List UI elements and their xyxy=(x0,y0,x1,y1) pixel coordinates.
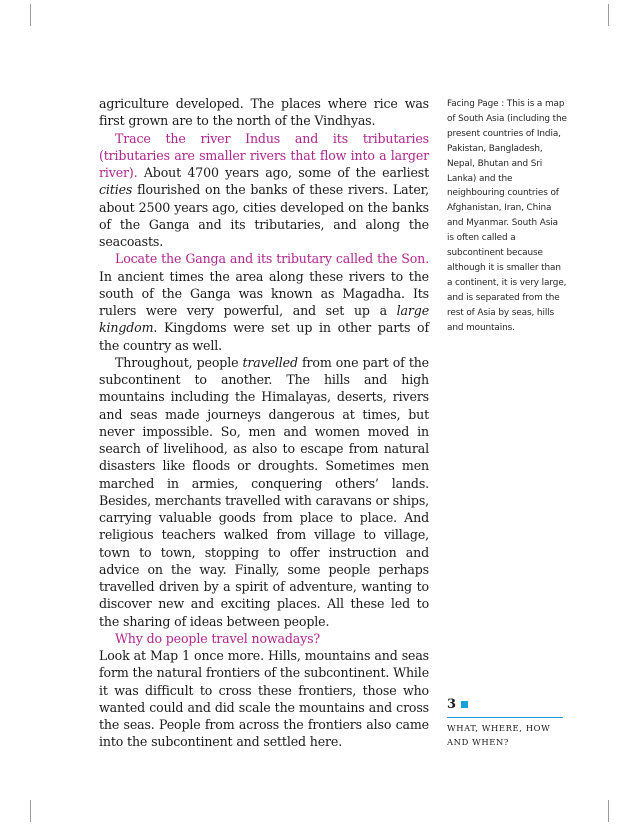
paragraph-travel-text-b: from one part of the subcontinent to another. The hills and high mountains including the Himalayas, deserts, rivers and seas made journeys dangerous at times, but never impossible. So, men and women moved in search of livelihood, as also to escape from natural disasters like floods or droughts. Sometimes men marched in armies, conquering others’ lands. Besides, merchants travelled with caravans or ships, carrying valuable goods from place to place. And religious teachers walked from village to village, town to town, stopping to offer instruction and advice on the way. Finally, some people perhaps travelled driven by a spirit of adventure, wanting to discover new and exciting places. All these led to the sharing of ideas between people. xyxy=(99,354,429,629)
paragraph-travel-text-a: Throughout, people xyxy=(115,354,243,370)
paragraph-travel xyxy=(99,354,429,630)
paragraph-indus-text-b: flourished on the banks of these rivers. Later, about 2500 years ago, cities developed on the banks of the Ganga and its tributaries, and along the seacoasts. xyxy=(99,182,429,249)
crop-mark-bottom-right xyxy=(608,800,609,822)
running-head-line2: AND WHEN? xyxy=(447,736,509,747)
paragraph-ganga-text-a: In ancient times the area along these rivers to the south of the Ganga was known as Magadha. Its rulers were very powerful, and set up a xyxy=(99,268,429,318)
crop-mark-top-left xyxy=(30,4,31,26)
paragraph-rice xyxy=(99,95,429,130)
running-head-line1: WHAT, WHERE, HOW xyxy=(447,723,551,733)
page-number-row xyxy=(447,694,563,713)
running-head xyxy=(447,722,563,749)
square-bullet-icon xyxy=(461,701,468,708)
paragraph-indus-text-a: About 4700 years ago, some of the earliest xyxy=(137,165,429,180)
paragraph-question xyxy=(99,630,429,647)
sidenote-facing-page: Facing Page : This is a map of South Asia (including the present countries of India, Pakistan, Bangladesh, Nepal, Bhutan and Sri Lanka) and the neighbouring countries of Afghanistan, Iran, China and Myanmar. South Asia is often called a subcontinent because although it is smaller than a continent, it is very large, and is separated from the rest of Asia by seas, hills and mountains. xyxy=(447,99,567,333)
question-why-travel: Why do people travel nowadays? xyxy=(115,630,321,646)
term-travelled: travelled xyxy=(242,354,298,370)
paragraph-indus xyxy=(99,130,429,251)
instruction-locate-ganga: Locate the Ganga and its tributary called the Son. xyxy=(115,251,429,267)
crop-mark-bottom-left xyxy=(30,800,31,822)
paragraph-frontiers-text: Look at Map 1 once more. Hills, mountains and seas form the natural frontiers of the subcontinent. While it was difficult to cross these frontiers, those who wanted could and did scale the mountains and cross the seas. People from across the frontiers also came into the subcontinent and settled here. xyxy=(99,648,429,750)
instruction-trace-indus: Trace the river Indus and its tributaries (tributaries are smaller rivers that flow into a larger river). xyxy=(99,130,429,180)
paragraph-ganga xyxy=(99,250,429,354)
term-large-kingdom: large kingdom xyxy=(99,303,429,336)
page-number: 3 xyxy=(447,697,457,712)
crop-mark-top-right xyxy=(608,4,609,26)
paragraph-rice-text: agriculture developed. The places where rice was first grown are to the north of the Vindhyas. xyxy=(99,96,429,129)
footer-rule xyxy=(447,717,563,718)
paragraph-ganga-text-b: . Kingdoms were set up in other parts of the country as well. xyxy=(99,320,429,353)
page-footer xyxy=(447,694,563,749)
main-text-column xyxy=(99,95,429,751)
term-cities: cities xyxy=(99,182,133,198)
paragraph-frontiers xyxy=(99,647,429,751)
